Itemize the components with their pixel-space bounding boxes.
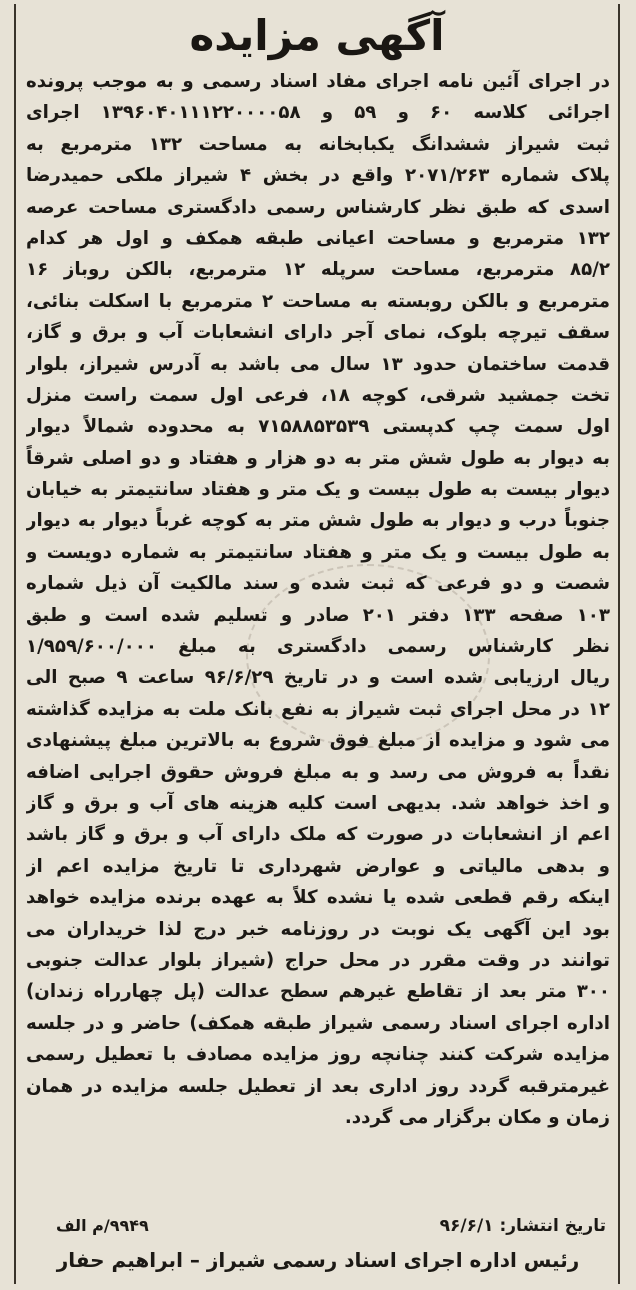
body-line: نظر کارشناس رسمی دادگستری به مبلغ ۱/۹۵۹/۶۰۰/۰۰۰ [26,636,610,658]
body-line: پلاک شماره ۲۰۷۱/۲۶۳ واقع در بخش ۴ شیراز ملکی حمیدرضا [26,165,610,187]
notice-title: آگهی مزایده [189,11,445,60]
signature-line: رئیس اداره اجرای اسناد رسمی شیراز – ابراهیم حفار [56,1248,580,1272]
body-line: مزایده شرکت کنند چنانچه روز مزایده مصادف با تعطیل رسمی [26,1044,610,1066]
body-line: دیوار بیست به طول بیست و یک متر و هفتاد سانتیمتر به خیابان [26,479,610,501]
body-line: شصت و دو فرعی که ثبت شده و سند مالکیت آن ذیل شماره [26,573,610,595]
body-line: ۱۰۳ صفحه ۱۳۳ دفتر ۲۰۱ صادر و تسلیم شده است و طبق [26,604,610,626]
notice-footer [26,1212,610,1276]
notice-frame [14,4,620,1284]
body-line: اداره اجرای اسناد رسمی شیراز طبقه همکف) حاضر و در جلسه [26,1012,610,1034]
body-line: ریال ارزیابی شده است و در تاریخ ۹۶/۶/۲۹ ساعت ۹ صبح الی [26,667,610,689]
body-line: به طول بیست و یک متر و هفتاد سانتیمتر به شماره دویست و [26,541,610,563]
body-line: و اخذ خواهد شد. بدیهی است کلیه هزینه های آب و برق و گاز [26,792,610,814]
body-line: توانند در وقت مقرر در محل حراج (شیراز بلوار عدالت جنوبی [26,949,610,971]
body-line: ۱۳۲ مترمربع و مساحت اعیانی طبقه همکف و اول هر کدام [26,227,610,249]
body-line: زمان و مکان برگزار می گردد. [344,1106,610,1128]
body-line: ۳۰۰ متر بعد از تقاطع غیرهم سطح عدالت (پل چهارراه زندان) [26,981,610,1003]
body-line: ۸۵/۲ مترمربع، مساحت سرپله ۱۲ مترمربع، بالکن روباز ۱۶ [26,259,610,281]
body-line: جنوباً درب و دیوار به طول شش متر به کوچه غرباً دیوار به دیوار [26,510,610,532]
body-line: اجرائی کلاسه ۶۰ و ۵۹ و ۱۳۹۶۰۴۰۱۱۱۲۲۰۰۰۰۵۸ اجرای [26,102,610,124]
body-line: ثبت شیراز ششدانگ یکبابخانه به مساحت ۱۳۲ مترمربع به [26,133,610,155]
body-line: اول سمت چپ کدپستی ۷۱۵۸۸۵۳۵۳۹ به محدوده شمالاً دیوار [26,416,610,438]
publication-date: تاریخ انتشار: ۹۶/۶/۱ [439,1216,606,1236]
body-line: می شود و مزایده از مبلغ فوق شروع به بالاترین مبلغ پیشنهادی [26,730,610,752]
body-line: اینکه رقم قطعی شده یا نشده کلاً به عهده برنده مزایده خواهد [26,887,610,909]
body-line: نقداً به فروش می رسد و به مبلغ فروش حقوق اجرایی اضافه [26,761,610,783]
reference-code: ۹۹۴۹/م الف [56,1216,149,1235]
body-line: اسدی که طبق نظر کارشناس رسمی دادگستری مساحت عرصه [26,196,610,218]
body-line: ۱۲ در محل اجرای ثبت شیراز به نفع بانک ملت به مزایده گذاشته [26,698,610,720]
body-line: غیرمترقبه گردد روز اداری بعد از تعطیل جلسه مزایده در همان [26,1075,610,1097]
body-line: بود این آگهی یک نوبت در روزنامه خبر درج لذا خریداران می [26,918,610,940]
body-line: قدمت ساختمان حدود ۱۳ سال می باشد به آدرس شیراز، بلوار [26,353,610,375]
body-line: در اجرای آئین نامه اجرای مفاد اسناد رسمی و به موجب پرونده [26,71,610,92]
body-line: تخت جمشید شرقی، کوچه ۱۸، فرعی اول سمت راست منزل [26,384,610,406]
body-line: سقف تیرچه بلوک، نمای آجر دارای انشعابات آب و برق و گاز، [26,322,610,344]
body-line: و بدهی مالیاتی و عوارض شهرداری تا تاریخ مزایده اعم از [26,855,610,877]
body-line: به دیوار به طول شش متر به دو هزار و هفتاد و دو اصلی شرقاً [26,447,610,469]
body-line: مترمربع و بالکن روبسته به مساحت ۲ مترمربع با اسکلت بنائی، [26,290,610,312]
notice-body [26,66,610,1133]
body-line: اعم از انشعابات در صورت که ملک دارای آب و برق و گاز باشد [26,824,610,846]
publication-row [26,1212,610,1240]
